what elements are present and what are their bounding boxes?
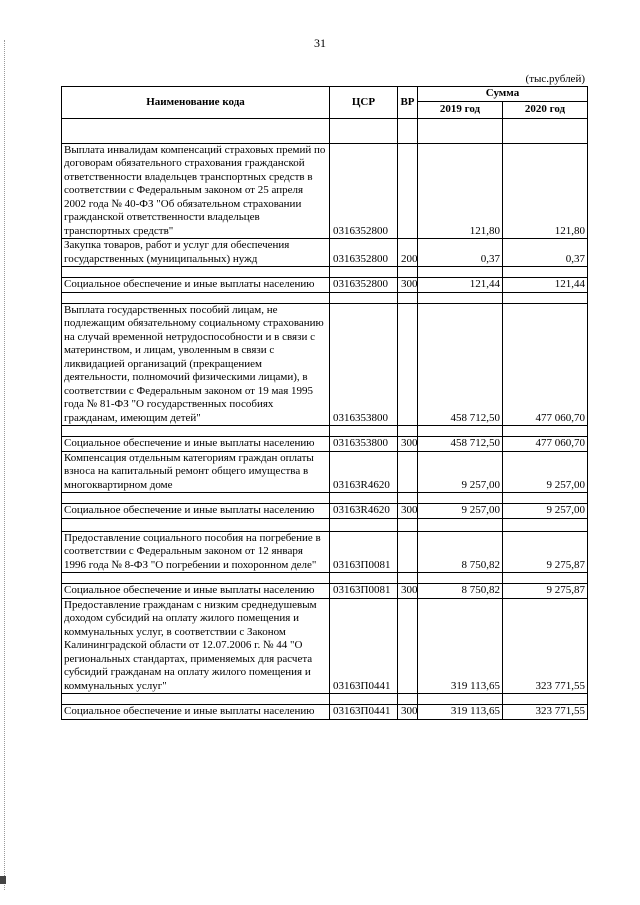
cell-csr: 03163П0081 (330, 531, 398, 573)
table-row (62, 303, 588, 426)
cell-name: Выплата государственных пособий лицам, не подлежащим обязательному социальному страхованию на случай временной нетрудоспособности и в связи с материнством, и лицам, уволенным в связи с ликвидацией организаций (прекращением деятельности, полномочий физическими лицами), в соответствии с Федеральным законом от 19 мая 1995 года № 81-ФЗ "О государственных пособиях гражданам, имеющим детей" (62, 303, 330, 426)
cell-2020: 9 257,00 (503, 451, 588, 493)
cell-2020: 9 275,87 (503, 531, 588, 573)
cell-name: Выплата инвалидам компенсаций страховых премий по договорам обязательного страхования гражданской ответственности владельцев транспортных средств в соответствии с Федеральным законом от 25 апреля 2002 года № 40-ФЗ "Об обязательном страховании гражданской ответственности владельцев транспортных средств" (62, 143, 330, 239)
cell-vr (398, 598, 418, 694)
cell-name: Предоставление гражданам с низким среднедушевым доходом субсидий на оплату жилого помещения и коммунальных услуг, в соответствии с Законом Калининградской области от 12.07.2006 г. № 44 "О региональных стандартах, применяемых для расчета субсидий гражданам на оплату жилого помещения и коммунальных услуг" (62, 598, 330, 694)
cell-csr: 03163П0441 (330, 598, 398, 694)
cell-vr (398, 303, 418, 426)
table-row (62, 504, 588, 519)
spacer-row (62, 518, 588, 531)
table-row (62, 143, 588, 239)
cell-2020: 121,44 (503, 278, 588, 293)
cell-2019: 319 113,65 (418, 598, 503, 694)
cell-name: Социальное обеспечение и иные выплаты населению (62, 584, 330, 599)
cell-vr: 300 (398, 584, 418, 599)
cell-2020: 323 771,55 (503, 705, 588, 720)
table-row (62, 598, 588, 694)
table-body (62, 118, 588, 719)
cell-2020: 121,80 (503, 143, 588, 239)
cell-name: Социальное обеспечение и иные выплаты населению (62, 278, 330, 293)
cell-vr (398, 143, 418, 239)
table-row (62, 437, 588, 452)
cell-2019: 121,44 (418, 278, 503, 293)
cell-2020: 477 060,70 (503, 437, 588, 452)
cell-csr: 03163R4620 (330, 451, 398, 493)
table-row (62, 278, 588, 293)
cell-2019: 0,37 (418, 239, 503, 267)
header-name: Наименование кода (62, 87, 330, 119)
spacer-row (62, 292, 588, 303)
header-year-2019: 2019 год (418, 101, 503, 118)
scan-mark (0, 876, 6, 884)
table-row (62, 451, 588, 493)
cell-name: Компенсация отдельным категориям граждан оплаты взноса на капитальный ремонт общего имущества в многоквартирном доме (62, 451, 330, 493)
cell-vr: 300 (398, 278, 418, 293)
cell-csr: 03163П0441 (330, 705, 398, 720)
cell-2020: 9 257,00 (503, 504, 588, 519)
spacer-row (62, 493, 588, 504)
cell-2019: 319 113,65 (418, 705, 503, 720)
cell-2020: 323 771,55 (503, 598, 588, 694)
cell-vr (398, 451, 418, 493)
cell-vr: 300 (398, 705, 418, 720)
cell-name: Социальное обеспечение и иные выплаты населению (62, 705, 330, 720)
table-row (62, 239, 588, 267)
cell-csr: 0316353800 (330, 437, 398, 452)
spacer-row (62, 118, 588, 143)
spacer-row (62, 267, 588, 278)
cell-csr: 03163R4620 (330, 504, 398, 519)
cell-vr: 300 (398, 504, 418, 519)
cell-2019: 9 257,00 (418, 451, 503, 493)
cell-vr: 300 (398, 437, 418, 452)
budget-table (61, 86, 588, 720)
cell-2019: 121,80 (418, 143, 503, 239)
cell-name: Предоставление социального пособия на погребение в соответствии с Федеральным законом от 12 января 1996 года № 8-ФЗ "О погребении и похоронном деле" (62, 531, 330, 573)
spacer-row (62, 694, 588, 705)
cell-name: Социальное обеспечение и иные выплаты населению (62, 437, 330, 452)
cell-2019: 458 712,50 (418, 437, 503, 452)
spacer-row (62, 573, 588, 584)
cell-vr (398, 531, 418, 573)
cell-2020: 477 060,70 (503, 303, 588, 426)
cell-csr: 0316352800 (330, 278, 398, 293)
cell-2020: 0,37 (503, 239, 588, 267)
cell-name: Закупка товаров, работ и услуг для обеспечения государственных (муниципальных) нужд (62, 239, 330, 267)
spacer-row (62, 426, 588, 437)
cell-vr: 200 (398, 239, 418, 267)
cell-2019: 8 750,82 (418, 531, 503, 573)
cell-csr: 0316352800 (330, 239, 398, 267)
header-csr: ЦСР (330, 87, 398, 119)
header-year-2020: 2020 год (503, 101, 588, 118)
cell-2019: 8 750,82 (418, 584, 503, 599)
cell-csr: 0316353800 (330, 303, 398, 426)
cell-2019: 458 712,50 (418, 303, 503, 426)
table-row (62, 531, 588, 573)
table-row (62, 584, 588, 599)
scan-left-edge (4, 40, 5, 890)
table-row (62, 705, 588, 720)
cell-name: Социальное обеспечение и иные выплаты населению (62, 504, 330, 519)
header-sum: Сумма (418, 87, 588, 102)
cell-2020: 9 275,87 (503, 584, 588, 599)
page-number: 31 (314, 36, 326, 50)
cell-2019: 9 257,00 (418, 504, 503, 519)
header-vr: ВР (398, 87, 418, 119)
units-label: (тыс.рублей) (525, 73, 585, 85)
cell-csr: 03163П0081 (330, 584, 398, 599)
cell-csr: 0316352800 (330, 143, 398, 239)
